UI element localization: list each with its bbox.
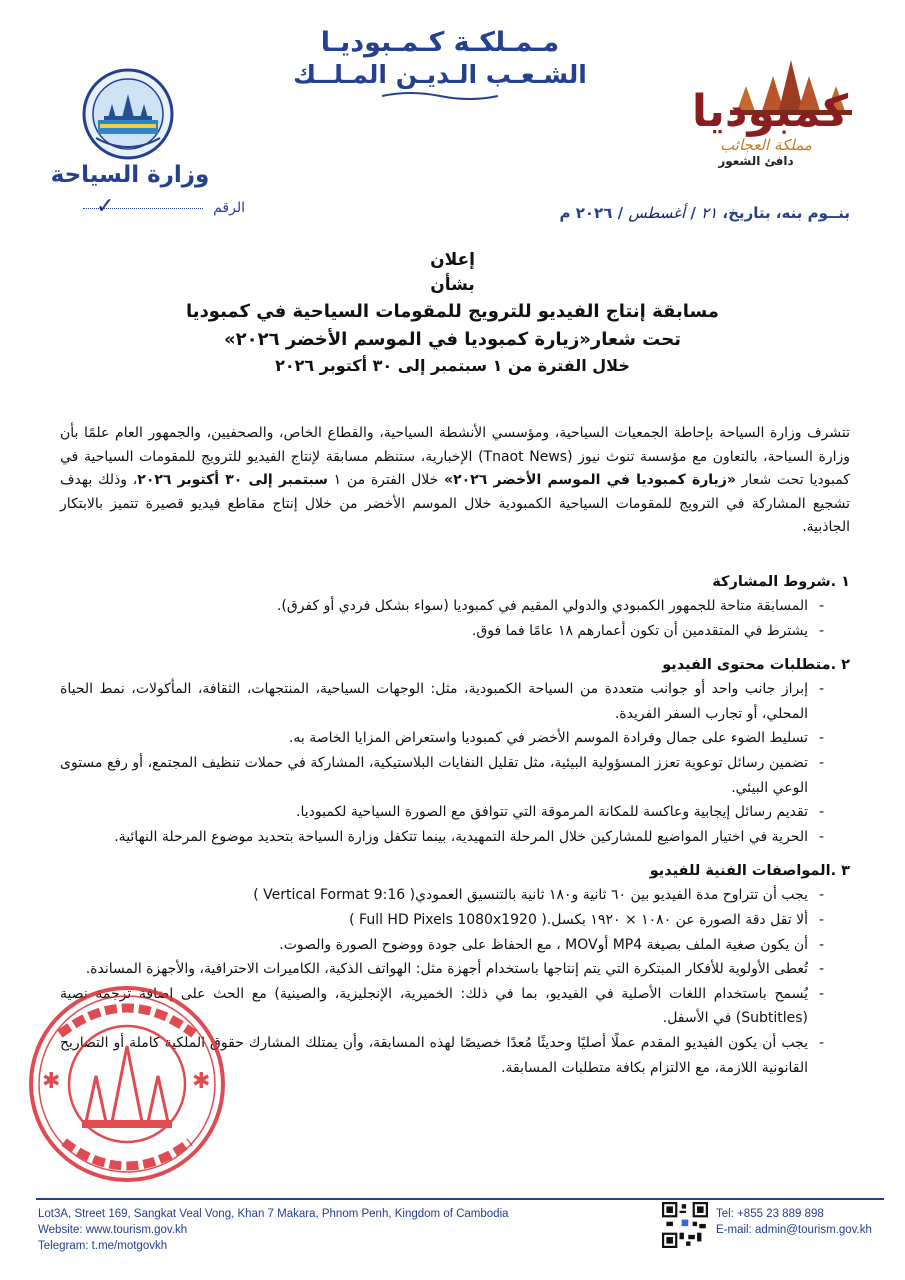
ministry-seal-icon: [82, 68, 174, 160]
footer-tel: Tel: +855 23 889 898: [716, 1208, 824, 1220]
title-period: خلال الفترة من ١ سبتمبر إلى ٣٠ أكتوبر ٢٠٢٦: [275, 356, 630, 375]
intro-text-1: تتشرف وزارة السياحة بإحاطة الجمعيات السياحية، ومؤسسي الأنشطة السياحية، والقطاع الخاص، والصحفيين، والجمهور العام علمًا بأن وزارة السياحة، بالتعاون مع مؤسسة تنوث نيوز (Tnaot News) الإخبارية، ستنظم مسابقة لإنتاج الفيديو للترويج للمقومات السياحية في كمبوديا تحت شعار: [60, 425, 850, 489]
list-item: - تضمين رسائل توعوية تعزز المسؤولية البيئية، مثل تقليل النفايات البلاستيكية، المشاركة في حملات تنظيف المجتمع، أو رفع مستوى الوعي البيئي.: [60, 751, 824, 800]
footer-divider: [36, 1198, 884, 1200]
announcement-titles: [150, 248, 755, 378]
reference-checkmark-icon: ✓: [96, 194, 115, 219]
intro-text-3: ، وذلك بهدف تشجيع المشاركة في الترويج للمقومات السياحية الكمبودية خلال الموسم الأخضر من خلال إنتاج مقاطع فيديو قصيرة تتميز بالابتكار الجاذبية.: [60, 472, 850, 536]
title-main: مسابقة إنتاج الفيديو للترويج للمقومات السياحية في كمبوديا: [186, 301, 719, 322]
list-item: - يشترط في المتقدمين أن تكون أعمارهم ١٨ عامًا فما فوق.: [60, 619, 824, 644]
brand-subtitle: مملكة العجائب: [720, 136, 812, 154]
kingdom-line-1: مـمـلكـة كـمـبوديـا: [320, 27, 560, 58]
list-item: - أن يكون صغية الملف بصيغة MP4 أوMOV ، مع الحفاظ على جودة ووضوح الصورة والصوت.: [60, 933, 824, 958]
participation-list: [60, 594, 824, 643]
intro-paragraph: [60, 422, 850, 540]
footer-contact-left: [38, 1206, 509, 1254]
date-month: أغسطس: [628, 204, 686, 222]
svg-text:✱: ✱: [42, 1069, 61, 1094]
footer-email: E-mail: admin@tourism.gov.kh: [716, 1224, 872, 1236]
section-heading-content: ٢ .متطلبات محتوى الفيديو: [662, 657, 850, 674]
footer-website: Website: www.tourism.gov.kh: [38, 1224, 188, 1236]
section-heading-technical: ٣ .المواصفات الفنية للفيديو: [649, 863, 850, 880]
title-slogan: تحت شعار«زيارة كمبوديا في الموسم الأخضر ٢٠٢٦»: [224, 329, 681, 350]
list-item: - يجب أن تتراوح مدة الفيديو بين ٦٠ ثانية و١٨٠ ثانية بالتنسيق العمودي( Vertical Format 9:16 ): [60, 883, 824, 908]
date-suffix: م: [559, 204, 571, 222]
kingdom-line-2: الشـعـب الـديـن المـلــك: [293, 60, 587, 89]
footer-telegram: Telegram: t.me/motgovkh: [38, 1240, 168, 1252]
list-item: - تُعطى الأولوية للأفكار المبتكرة التي يتم إنتاجها باستخدام أجهزة مثل: الهواتف الذكية، الكاميرات الاحترافية، والأجهزة المساندة.: [60, 957, 824, 982]
intro-text-2: خلال الفترة من ١: [327, 472, 445, 489]
ornament-divider: [380, 90, 500, 102]
official-stamp-icon: [20, 984, 235, 1184]
list-item: - المسابقة متاحة للجمهور الكمبودي والدولي المقيم في كمبوديا (سواء بشكل فردي أو كفرق).: [60, 594, 824, 619]
content-requirements-list: [60, 677, 824, 849]
list-item: - يُسمح باستخدام اللغات الأصلية في الفيديو، بما في ذلك: الخميرية، الإنجليزية، والصينية) مع الحث على إضافة ترجمة نصية (Subtitles) في الأسفل.: [60, 982, 824, 1031]
footer-address: Lot3A, Street 169, Sangkat Veal Vong, Khan 7 Makara, Phnom Penh, Kingdom of Cambodia: [38, 1208, 509, 1220]
list-item: - تسليط الضوء على جمال وفرادة الموسم الأخضر في كمبوديا واستعراض المزايا الخاصة به.: [60, 726, 824, 751]
list-item: - الحرية في اختيار المواضيع للمشاركين خلال المرحلة التمهيدية، بينما تتكفل وزارة السياحة بتحديد موضوع المرحلة النهائية.: [60, 825, 824, 850]
reference-label: الرقم: [213, 200, 245, 216]
list-item: - تقديم رسائل إيجابية وعاكسة للمكانة المرموقة التي تتوافق مع الصورة السياحية لكمبوديا.: [60, 800, 824, 825]
reference-number-line: [55, 200, 245, 216]
brand-title: كمبوديا: [691, 86, 849, 137]
list-item: - يجب أن يكون الفيديو المقدم عملًا أصليًا وحديثًا مُعدًا خصيصًا لهذه المسابقة، وأن يمتلك المشارك حقوق الملكية كاملة أو التصاريح القانونية اللازمة، مع الالتزام بكافة متطلبات المسابقة.: [60, 1031, 824, 1080]
title-regarding: بشأن: [430, 275, 475, 295]
kingdom-header: [260, 26, 620, 102]
list-item: - ألا تقل دقة الصورة عن ١٠٨٠ × ١٩٢٠ بكسل.( Full HD Pixels 1080x1920 ): [60, 908, 824, 933]
list-item: - إبراز جانب واحد أو جوانب متعددة من السياحة الكمبودية، مثل: الوجهات السياحية، المنتجهات، الثقافة، المأكولات، نمط الحياة المحلي، أو تجارب السفر الفريدة.: [60, 677, 824, 726]
intro-dates-bold: سبتمبر إلى ٣٠ أكتوبر ٢٠٢٦: [137, 472, 328, 489]
title-announcement: إعلان: [430, 250, 475, 270]
brand-tagline: دافئ الشعور: [718, 154, 794, 168]
date-day: ٢١: [701, 204, 718, 222]
qr-code-icon: [662, 1202, 708, 1248]
date-line: بنــوم بنه، بتاريخ، ٢١ / أغسطس / ٢٠٢٦ م: [559, 204, 850, 222]
intro-slogan-bold: «زيارة كمبوديا في الموسم الأخضر ٢٠٢٦»: [444, 472, 736, 489]
ministry-name: وزارة السياحة: [50, 162, 210, 188]
footer-contact-right: [716, 1206, 872, 1238]
section-heading-participation: ١ .شروط المشاركة: [712, 574, 850, 590]
date-year: ٢٠٢٦: [575, 204, 613, 222]
date-prefix: بنــوم بنه، بتاريخ،: [717, 204, 850, 222]
svg-text:✱: ✱: [192, 1069, 211, 1094]
